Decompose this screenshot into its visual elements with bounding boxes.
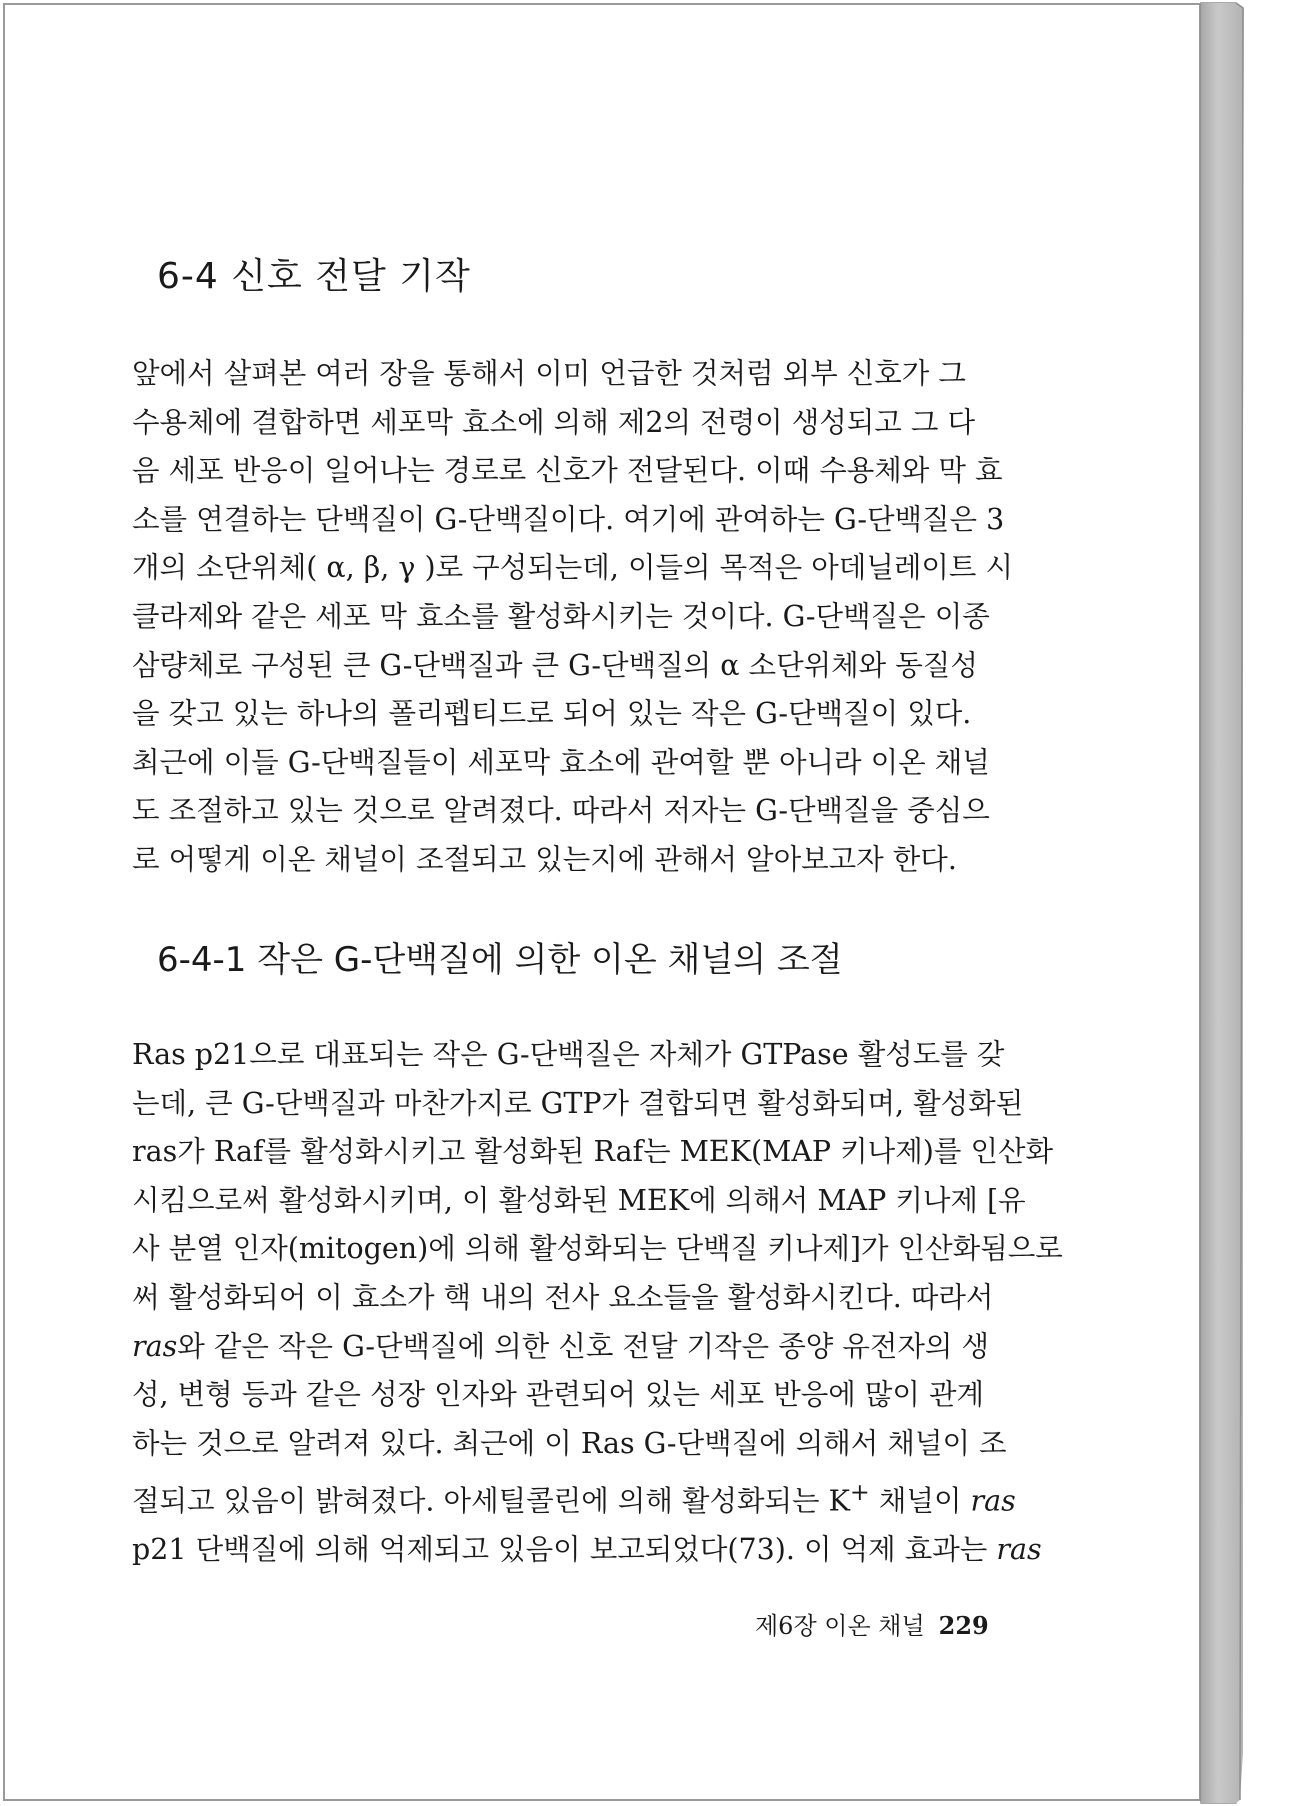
text-line: 로 어떻게 이온 채널이 조절되고 있는지에 관해서 알아보고자 한다. xyxy=(132,842,957,876)
paragraph-small-g-protein xyxy=(132,1031,1063,1575)
text-line: 클라제와 같은 세포 막 효소를 활성화시키는 것이다. G-단백질은 이종 xyxy=(132,599,990,633)
text-line: 을 갖고 있는 하나의 폴리펩티드로 되어 있는 작은 G-단백질이 있다. xyxy=(132,697,972,731)
superscript-plus: + xyxy=(849,1478,870,1507)
text-line: 수용체에 결합하면 세포막 효소에 의해 제2의 전령이 생성되고 그 다 xyxy=(132,405,976,439)
text-line: 시킴으로써 활성화시키며, 이 활성화된 MEK에 의해서 MAP 키나제 [유 xyxy=(132,1183,1026,1217)
gene-name-ras: ras xyxy=(996,1533,1042,1567)
page-number: 229 xyxy=(938,1611,989,1640)
text-line: 개의 소단위체( α, β, γ )로 구성되는데, 이들의 목적은 아데닐레이트 시 xyxy=(132,551,1014,585)
text-line: 삼량체로 구성된 큰 G-단백질과 큰 G-단백질의 α 소단위체와 동질성 xyxy=(132,648,978,682)
paragraph-signal-transduction xyxy=(132,350,1042,885)
chapter-label: 제6장 이온 채널 xyxy=(755,1612,925,1640)
gene-name-ras: ras xyxy=(970,1484,1016,1518)
section-heading: 6-4 신호 전달 기작 xyxy=(157,256,471,297)
text-line: ras가 Raf를 활성화시키고 활성화된 Raf는 MEK(MAP 키나제)를 인산화 xyxy=(132,1135,1054,1169)
text-line: 하는 것으로 알려져 있다. 최근에 이 Ras G-단백질에 의해서 채널이 조 xyxy=(132,1426,1007,1460)
text-segment: 와 같은 작은 G-단백질에 의한 신호 전달 기작은 종양 유전자의 생 xyxy=(177,1329,990,1363)
text-line: Ras p21으로 대표되는 작은 G-단백질은 자체가 GTPase 활성도를 갖 xyxy=(132,1038,1005,1071)
text-segment: 채널이 xyxy=(869,1484,971,1518)
text-segment: p21 단백질에 의해 억제되고 있음이 보고되었다(73). 이 억제 효과는 xyxy=(132,1533,997,1567)
text-line xyxy=(132,1323,1042,1372)
text-line: 음 세포 반응이 일어나는 경로로 신호가 전달된다. 이때 수용체와 막 효 xyxy=(132,454,1003,488)
text-line: 소를 연결하는 단백질이 G-단백질이다. 여기에 관여하는 G-단백질은 3 xyxy=(132,502,1005,536)
page-footer xyxy=(755,1606,989,1641)
text-line: 사 분열 인자(mitogen)에 의해 활성화되는 단백질 키나제]가 인산화됨으로 xyxy=(132,1232,1063,1266)
text-line: 성, 변형 등과 같은 성장 인자와 관련되어 있는 세포 반응에 많이 관계 xyxy=(132,1378,985,1412)
text-line: 써 활성화되어 이 효소가 핵 내의 전사 요소들을 활성화시킨다. 따라서 xyxy=(132,1280,994,1314)
text-line: 앞에서 살펴본 여러 장을 통해서 이미 언급한 것처럼 외부 신호가 그 xyxy=(132,357,966,390)
text-line: 도 조절하고 있는 것으로 알려졌다. 따라서 저자는 G-단백질을 중심으 xyxy=(132,794,990,828)
text-line xyxy=(132,1526,1042,1575)
text-segment: 절되고 있음이 밝혀졌다. 아세틸콜린에 의해 활성화되는 K xyxy=(132,1484,850,1518)
subsection-heading: 6-4-1 작은 G-단백질에 의한 이온 채널의 조절 xyxy=(157,940,843,980)
gene-name-ras: ras xyxy=(132,1329,178,1363)
text-line: 는데, 큰 G-단백질과 마찬가지로 GTP가 결합되면 활성화되며, 활성화된 xyxy=(132,1086,1024,1120)
text-line xyxy=(132,1468,1042,1526)
text-line: 최근에 이들 G-단백질들이 세포막 효소에 관여할 뿐 아니라 이온 채널 xyxy=(132,745,990,779)
